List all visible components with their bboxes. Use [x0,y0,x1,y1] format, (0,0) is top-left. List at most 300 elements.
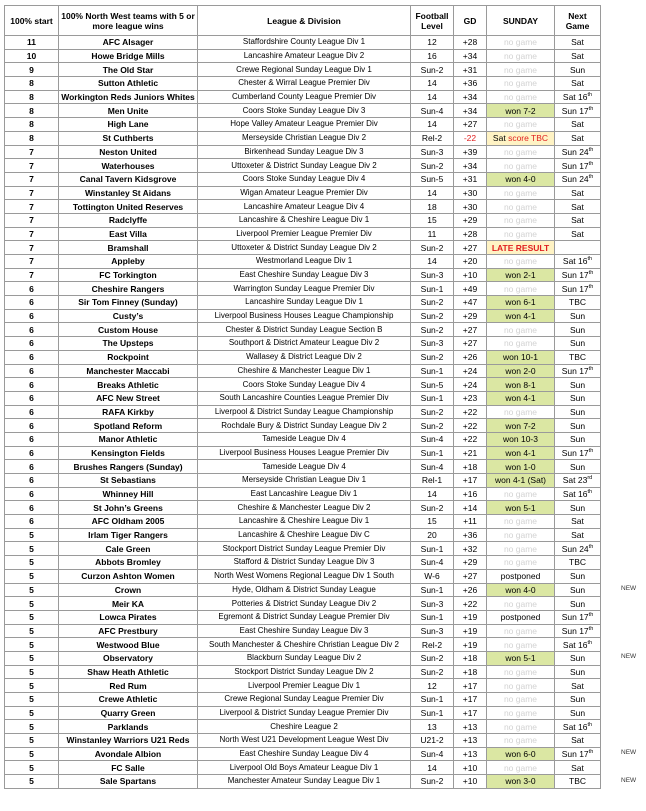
league-division: Coors Stoke Sunday League Div 4 [198,172,411,186]
table-row [5,761,601,775]
football-level: Sun-2 [411,419,454,433]
table-row [5,118,601,132]
table-row [5,90,601,104]
sunday-result: won 3-0 [487,775,555,789]
sunday-result: no game [487,200,555,214]
team-name: AFC New Street [59,391,198,405]
league-division: Southport & District Amateur League Div 2 [198,337,411,351]
sunday-result: no game [487,213,555,227]
next-game-text: Sat [571,530,584,541]
next-game [555,528,601,542]
football-level: 18 [411,200,454,214]
next-game [555,118,601,132]
league-division: Blackburn Sunday League Div 2 [198,651,411,665]
league-division: Cumberland County League Premier Div [198,90,411,104]
goal-difference: +17 [454,693,487,707]
wins-cell: 10 [5,49,59,63]
table-row [5,706,601,720]
sunday-result: no game [487,624,555,638]
goal-difference: +27 [454,337,487,351]
wins-cell: 6 [5,515,59,529]
football-level: Sun-1 [411,364,454,378]
next-game [555,665,601,679]
league-division: Coors Stoke Sunday League Div 4 [198,378,411,392]
team-name: East Villa [59,227,198,241]
sunday-result: won 4-1 [487,309,555,323]
football-level: 14 [411,487,454,501]
goal-difference: +34 [454,90,487,104]
wins-cell: 6 [5,432,59,446]
table-row [5,296,601,310]
wins-cell: 8 [5,104,59,118]
table-row [5,241,601,255]
team-name: Custy’s [59,309,198,323]
sunday-result: no game [487,720,555,734]
team-name: The Upsteps [59,337,198,351]
table-row [5,172,601,186]
table-row [5,63,601,77]
team-name: Red Rum [59,679,198,693]
team-name: Crown [59,583,198,597]
sunday-result: no game [487,405,555,419]
wins-cell: 6 [5,378,59,392]
next-game [555,200,601,214]
table-row [5,693,601,707]
team-name: Observatory [59,651,198,665]
football-level: Sun-2 [411,775,454,789]
header-gd: GD [454,6,487,36]
next-game [555,337,601,351]
league-division: Merseyside Christian League Div 2 [198,131,411,145]
header-row [5,6,601,36]
sunday-result: no game [487,36,555,50]
table-row [5,583,601,597]
league-division: South Lancashire Counties League Premier Div [198,391,411,405]
league-division: East Cheshire Sunday League Div 3 [198,268,411,282]
wins-cell: 8 [5,118,59,132]
sunday-result: no game [487,597,555,611]
league-division: North West U21 Development League West Div [198,734,411,748]
table-row [5,665,601,679]
team-name: Avondale Albion [59,747,198,761]
goal-difference: +17 [454,679,487,693]
goal-difference: +22 [454,419,487,433]
league-division: Staffordshire County League Div 1 [198,36,411,50]
wins-cell: 6 [5,282,59,296]
ordinal-suffix: th [588,626,594,633]
header-team: 100% North West teams with 5 or more league wins [59,6,198,36]
next-game [555,651,601,665]
league-division: East Lancashire League Div 1 [198,487,411,501]
header-start: 100% start [5,6,59,36]
team-name: Manor Athletic [59,432,198,446]
goal-difference: +31 [454,63,487,77]
next-game-text: Sun [569,393,586,404]
next-game [555,227,601,241]
next-game-text: Sun 17 [561,625,589,636]
wins-cell: 5 [5,734,59,748]
team-name: FC Torkington [59,268,198,282]
football-level: U21-2 [411,734,454,748]
wins-cell: 6 [5,460,59,474]
next-game-text: TBC [569,557,586,568]
next-game-text: Sun 17 [561,447,589,458]
league-division: Liverpool & District Sunday League Premier Div [198,706,411,720]
next-game [555,569,601,583]
next-game [555,556,601,570]
next-game [555,90,601,104]
team-name: Winstanley Warriors U21 Reds [59,734,198,748]
table-row [5,501,601,515]
wins-cell: 5 [5,597,59,611]
table-row [5,36,601,50]
sunday-result: no game [487,706,555,720]
league-division: Cheshire League 2 [198,720,411,734]
sunday-result: no game [487,255,555,269]
wins-cell: 7 [5,172,59,186]
team-name: Tottington United Reserves [59,200,198,214]
next-game [555,77,601,91]
table-row [5,378,601,392]
sunday-result: won 2-0 [487,364,555,378]
next-game-text: Sun [569,64,586,75]
football-level: 12 [411,36,454,50]
goal-difference: +19 [454,638,487,652]
league-division: East Cheshire Sunday League Div 3 [198,624,411,638]
goal-difference: +10 [454,268,487,282]
wins-cell: 7 [5,200,59,214]
league-division: Manchester Amateur Sunday League Div 1 [198,775,411,789]
table-row [5,213,601,227]
table-row [5,131,601,145]
next-game-text: Sat [571,51,584,62]
next-game [555,364,601,378]
next-game [555,296,601,310]
next-game-text: TBC [569,297,586,308]
league-division: Liverpool Business Houses League Championship [198,309,411,323]
table-row [5,556,601,570]
league-division: East Cheshire Sunday League Div 4 [198,747,411,761]
next-game [555,350,601,364]
next-game-text: Sun 24 [561,146,589,157]
league-table [4,5,601,789]
next-game [555,734,601,748]
table-row [5,679,601,693]
sunday-result [487,131,555,145]
next-game-text: Sun 17 [561,749,589,760]
team-name: Crewe Athletic [59,693,198,707]
next-game [555,36,601,50]
ordinal-suffix: th [588,147,594,154]
sunday-result-day: Sat [492,133,506,144]
sunday-result: won 8-1 [487,378,555,392]
wins-cell: 7 [5,145,59,159]
ordinal-suffix: rd [587,475,593,482]
goal-difference: +27 [454,118,487,132]
next-game [555,104,601,118]
wins-cell: 7 [5,241,59,255]
wins-cell: 5 [5,679,59,693]
sunday-result: no game [487,542,555,556]
goal-difference: +16 [454,487,487,501]
football-level: Sun-4 [411,556,454,570]
next-game-text: Sun [569,598,586,609]
goal-difference: +14 [454,501,487,515]
league-division: Potteries & District Sunday League Div 2 [198,597,411,611]
header-league: League & Division [198,6,411,36]
goal-difference: +18 [454,665,487,679]
league-division: Merseyside Christian League Div 1 [198,474,411,488]
next-game-text: Sat [571,680,584,691]
league-division: Liverpool Premier League Div 1 [198,679,411,693]
wins-cell: 6 [5,474,59,488]
team-name: Cale Green [59,542,198,556]
football-level: Sun-4 [411,432,454,446]
goal-difference: +26 [454,350,487,364]
league-division: Hope Valley Amateur League Premier Div [198,118,411,132]
football-level: Sun-2 [411,323,454,337]
team-name: FC Salle [59,761,198,775]
next-game-text: Sat [571,119,584,130]
goal-difference: +21 [454,446,487,460]
ordinal-suffix: th [587,489,593,496]
team-name: Manchester Maccabi [59,364,198,378]
wins-cell: 8 [5,131,59,145]
table-row [5,624,601,638]
league-division: Lancashire Amateur League Div 2 [198,49,411,63]
league-division: Liverpool & District Sunday League Championship [198,405,411,419]
next-game-text: Sun [569,338,586,349]
team-name: Sir Tom Finney (Sunday) [59,296,198,310]
table-row [5,515,601,529]
sunday-result: no game [487,186,555,200]
team-name: Waterhouses [59,159,198,173]
table-row [5,268,601,282]
next-game [555,706,601,720]
football-level: 14 [411,90,454,104]
league-division: Liverpool Premier League Premier Div [198,227,411,241]
new-entry-marker: NEW [621,585,637,592]
next-game [555,268,601,282]
next-game [555,309,601,323]
sunday-result: no game [487,515,555,529]
team-name: The Old Star [59,63,198,77]
wins-cell: 5 [5,761,59,775]
next-game-text: Sun [569,324,586,335]
next-game [555,747,601,761]
football-level: Sun-1 [411,446,454,460]
league-division: Lancashire Sunday League Div 1 [198,296,411,310]
league-division: Crewe Regional Sunday League Premier Div [198,693,411,707]
sunday-result: won 4-1 [487,446,555,460]
sunday-result: no game [487,679,555,693]
next-game-text: Sun [569,708,586,719]
football-level: 16 [411,49,454,63]
next-game [555,432,601,446]
next-game [555,542,601,556]
football-level: Sun-3 [411,145,454,159]
next-game [555,255,601,269]
new-entry-marker: NEW [621,749,637,757]
next-game-text: Sat [571,215,584,226]
table-row [5,227,601,241]
sunday-result: no game [487,337,555,351]
league-division: Egremont & District Sunday League Premier Div [198,610,411,624]
sunday-result: won 7-2 [487,104,555,118]
table-row [5,159,601,173]
next-game-text: Sat 16 [562,721,588,732]
table-row [5,186,601,200]
goal-difference: +36 [454,528,487,542]
goal-difference: +28 [454,36,487,50]
table-row [5,460,601,474]
sunday-result: won 4-0 [487,583,555,597]
goal-difference: +24 [454,364,487,378]
next-game-text: Sun [569,653,586,664]
next-game [555,63,601,77]
goal-difference: +27 [454,569,487,583]
league-division: Cheshire & Manchester League Div 2 [198,501,411,515]
football-level: Sun-2 [411,405,454,419]
goal-difference: +11 [454,515,487,529]
football-level: 13 [411,720,454,734]
next-game [555,679,601,693]
wins-cell: 7 [5,268,59,282]
goal-difference: +13 [454,734,487,748]
next-game [555,638,601,652]
sunday-result: LATE RESULT [487,241,555,255]
goal-difference: +23 [454,391,487,405]
table-row [5,542,601,556]
football-level: Sun-2 [411,63,454,77]
header-level: Football Level [411,6,454,36]
table-row [5,337,601,351]
next-game-text: TBC [569,352,586,363]
goal-difference: +13 [454,747,487,761]
wins-cell: 6 [5,337,59,351]
goal-difference: +49 [454,282,487,296]
sunday-result: no game [487,323,555,337]
goal-difference: +18 [454,460,487,474]
next-game-text: Sat 16 [562,489,588,500]
football-level: 20 [411,528,454,542]
football-level: Sun-1 [411,583,454,597]
league-division: Lancashire Amateur League Div 4 [198,200,411,214]
goal-difference: +27 [454,241,487,255]
table-row [5,49,601,63]
goal-difference: +26 [454,583,487,597]
wins-cell: 7 [5,186,59,200]
team-name: Canal Tavern Kidsgrove [59,172,198,186]
next-game [555,720,601,734]
sunday-result: no game [487,556,555,570]
header-sunday: SUNDAY [487,6,555,36]
next-game [555,610,601,624]
next-game-text: Sun 17 [561,270,589,281]
sunday-result: no game [487,734,555,748]
team-name: AFC Prestbury [59,624,198,638]
wins-cell: 6 [5,296,59,310]
next-game-text: Sun 17 [561,612,589,623]
league-division: Wallasey & District League Div 2 [198,350,411,364]
table-row [5,487,601,501]
team-name: Sutton Athletic [59,77,198,91]
team-name: High Lane [59,118,198,132]
sunday-result: won 6-1 [487,296,555,310]
table-row [5,747,601,761]
team-name: St Sebastians [59,474,198,488]
football-level: Sun-5 [411,378,454,392]
ordinal-suffix: th [588,366,594,373]
league-division: Birkenhead Sunday League Div 3 [198,145,411,159]
football-level: Sun-2 [411,665,454,679]
next-game [555,501,601,515]
next-game-text: Sun [569,571,586,582]
sunday-result: won 10-3 [487,432,555,446]
sunday-result: no game [487,118,555,132]
goal-difference: +17 [454,706,487,720]
table-row [5,364,601,378]
wins-cell: 6 [5,323,59,337]
team-name: Radclyffe [59,213,198,227]
sunday-result: no game [487,487,555,501]
goal-difference: +30 [454,200,487,214]
league-division: Liverpool Business Houses League Premier Div [198,446,411,460]
league-division: Chester & District Sunday League Section B [198,323,411,337]
next-game-text: Sat 16 [562,92,588,103]
wins-cell: 7 [5,255,59,269]
sunday-result: won 1-0 [487,460,555,474]
goal-difference: +19 [454,610,487,624]
wins-cell: 5 [5,528,59,542]
next-game-text: Sun [569,379,586,390]
goal-difference: +20 [454,255,487,269]
table-row [5,734,601,748]
football-level: Sun-4 [411,460,454,474]
table-row [5,720,601,734]
sunday-result: won 10-1 [487,350,555,364]
goal-difference: +29 [454,213,487,227]
next-game [555,378,601,392]
team-name: Men Unite [59,104,198,118]
goal-difference: +24 [454,378,487,392]
table-row [5,323,601,337]
football-level: Sun-1 [411,706,454,720]
team-name: St Cuthberts [59,131,198,145]
next-game-text: Sun 24 [561,174,589,185]
wins-cell: 5 [5,693,59,707]
goal-difference: +47 [454,296,487,310]
team-name: Whinney Hill [59,487,198,501]
wins-cell: 6 [5,364,59,378]
team-name: Cheshire Rangers [59,282,198,296]
football-level: Rel-2 [411,131,454,145]
next-game-text: Sun 17 [561,365,589,376]
wins-cell: 6 [5,350,59,364]
ordinal-suffix: th [587,639,593,646]
team-name: Curzon Ashton Women [59,569,198,583]
sunday-result: no game [487,665,555,679]
league-division: North West Womens Regional League Div 1 South [198,569,411,583]
table-row [5,446,601,460]
sunday-result: won 4-1 (Sat) [487,474,555,488]
football-level: 12 [411,679,454,693]
goal-difference: +19 [454,624,487,638]
team-name: Westwood Blue [59,638,198,652]
wins-cell: 7 [5,159,59,173]
football-level: Sun-2 [411,159,454,173]
football-level: Sun-3 [411,624,454,638]
